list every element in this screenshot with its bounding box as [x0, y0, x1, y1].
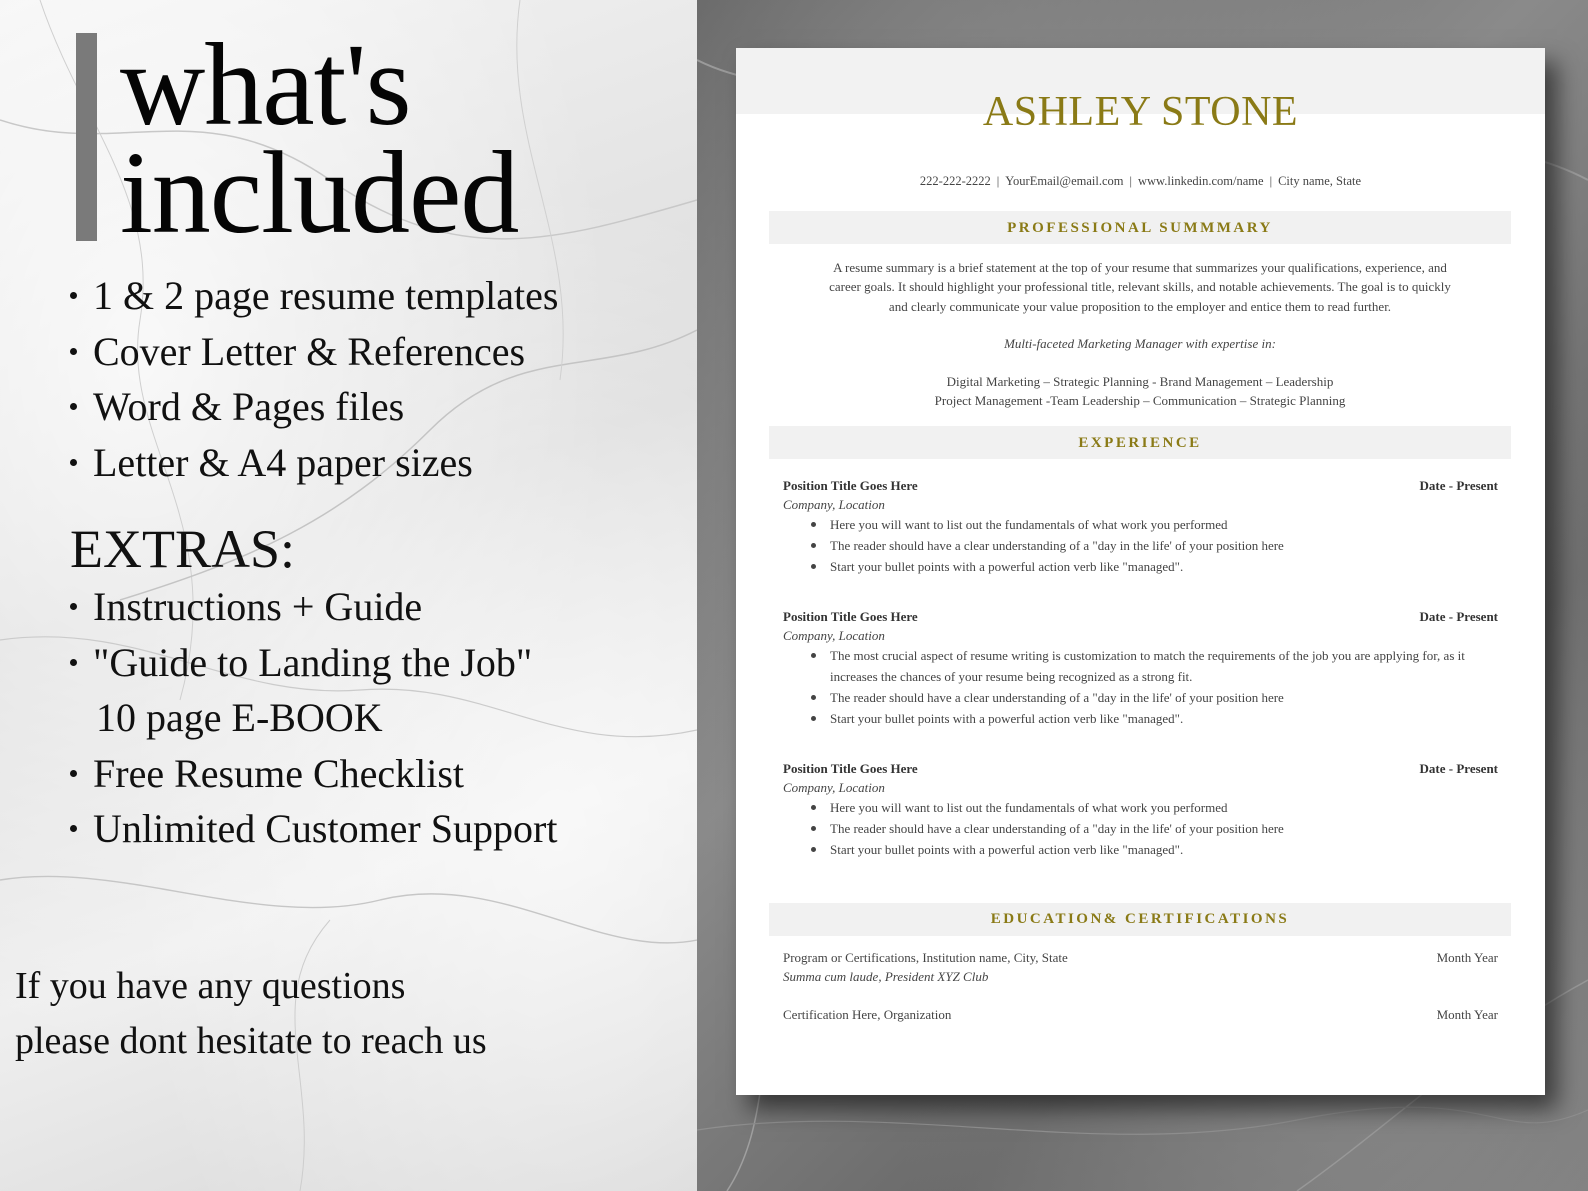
extras-heading: EXTRAS: — [70, 519, 296, 579]
certification-date: Month Year — [1436, 1007, 1498, 1022]
included-item: Letter & A4 paper sizes — [70, 435, 558, 491]
job-company: Company, Location — [783, 780, 885, 795]
job-title: Position Title Goes Here — [783, 761, 918, 776]
extras-item: Instructions + Guide — [70, 579, 557, 635]
contact-note-line-1: If you have any questions — [15, 965, 406, 1007]
job-bullet: Start your bullet points with a powerful action verb like "managed". — [806, 839, 1471, 860]
summary-tagline: Multi-faceted Marketing Manager with expertise in: — [1004, 336, 1276, 351]
info-panel — [0, 0, 697, 1191]
included-list — [70, 268, 558, 490]
title-accent-bar — [76, 33, 97, 241]
extras-list — [70, 579, 557, 857]
bullet-icon — [70, 292, 77, 299]
contact-note-line-2: please dont hesitate to reach us — [15, 1020, 487, 1062]
bullet-icon — [811, 695, 816, 700]
job-bullets — [806, 645, 1471, 729]
bullet-icon — [70, 659, 77, 666]
job-company: Company, Location — [783, 497, 885, 512]
resume-preview — [736, 48, 1545, 1095]
title-line-2: included — [120, 127, 519, 258]
bullet-icon — [70, 459, 77, 466]
job-bullet: Here you will want to list out the fundamentals of what work you performed — [806, 514, 1471, 535]
job-bullet: The reader should have a clear understanding of a "day in the life' of your position here — [806, 818, 1471, 839]
extras-item: Free Resume Checklist — [70, 746, 557, 802]
bullet-icon — [70, 348, 77, 355]
bullet-icon — [811, 653, 816, 658]
job-bullet: Start your bullet points with a powerful action verb like "managed". — [806, 556, 1471, 577]
title-line-1: what's — [120, 19, 411, 150]
summary-skills: Digital Marketing – Strategic Planning - Brand Management – Leadership Project Management -Team Leadership – Communication – Strategic Planning — [934, 374, 1346, 409]
experience-heading: EXPERIENCE — [1078, 435, 1202, 451]
resume-contact-line: 222-222-2222 | YourEmail@email.com | www.linkedin.com/name | City name, State — [919, 174, 1362, 188]
summary-heading: PROFESSIONAL SUMMMARY — [1007, 220, 1273, 236]
job-company: Company, Location — [783, 628, 885, 643]
job-bullets — [806, 514, 1471, 577]
certification-entry: Certification Here, Organization — [783, 1007, 952, 1022]
education-honors: Summa cum laude, President XYZ Club — [783, 969, 989, 984]
resume-location: City name, State — [1278, 174, 1362, 188]
education-date: Month Year — [1436, 950, 1498, 965]
job-bullet: Start your bullet points with a powerful action verb like "managed". — [806, 708, 1471, 729]
job-title: Position Title Goes Here — [783, 478, 918, 493]
job-bullet: The reader should have a clear understanding of a "day in the life' of your position here — [806, 535, 1471, 556]
extras-item-continuation: 10 page E-BOOK — [96, 695, 383, 740]
bullet-icon — [811, 826, 816, 831]
job-bullet: The most crucial aspect of resume writing is customization to match the requirements of the job you are applying for, as it increases the chances of your resume being recognized as a strong fit. — [806, 645, 1471, 687]
resume-linkedin: www.linkedin.com/name — [1138, 174, 1264, 188]
extras-item: Unlimited Customer Support — [70, 801, 557, 857]
bullet-icon — [70, 825, 77, 832]
bullet-icon — [811, 716, 816, 721]
included-item: Cover Letter & References — [70, 324, 558, 380]
included-item: Word & Pages files — [70, 379, 558, 435]
job-bullets — [806, 797, 1471, 860]
job-title: Position Title Goes Here — [783, 609, 918, 624]
resume-email: YourEmail@email.com — [1005, 174, 1124, 188]
bullet-icon — [70, 770, 77, 777]
job-date: Date - Present — [1419, 478, 1498, 493]
extras-item: "Guide to Landing the Job" — [70, 635, 557, 691]
job-bullet: Here you will want to list out the fundamentals of what work you performed — [806, 797, 1471, 818]
resume-phone: 222-222-2222 — [919, 174, 991, 188]
education-heading: EDUCATION& CERTIFICATIONS — [990, 911, 1290, 927]
included-item: 1 & 2 page resume templates — [70, 268, 558, 324]
summary-paragraph: A resume summary is a brief statement at the top of your resume that summarizes your qualifications, experience, and career goals. It should highlight your professional title, relevant skills, and notable achievements. The goal is to quickly and clearly communicate your value proposition to the employer and entice them to read further. — [829, 260, 1451, 314]
bullet-icon — [70, 403, 77, 410]
education-program: Program or Certifications, Institution name, City, State — [783, 950, 1068, 965]
bullet-icon — [811, 805, 816, 810]
bullet-icon — [811, 522, 816, 527]
bullet-icon — [811, 564, 816, 569]
bullet-icon — [70, 603, 77, 610]
job-date: Date - Present — [1419, 609, 1498, 624]
job-date: Date - Present — [1419, 761, 1498, 776]
bullet-icon — [811, 847, 816, 852]
job-bullet: The reader should have a clear understanding of a "day in the life' of your position here — [806, 687, 1471, 708]
resume-name: ASHLEY STONE — [982, 89, 1299, 135]
bullet-icon — [811, 543, 816, 548]
